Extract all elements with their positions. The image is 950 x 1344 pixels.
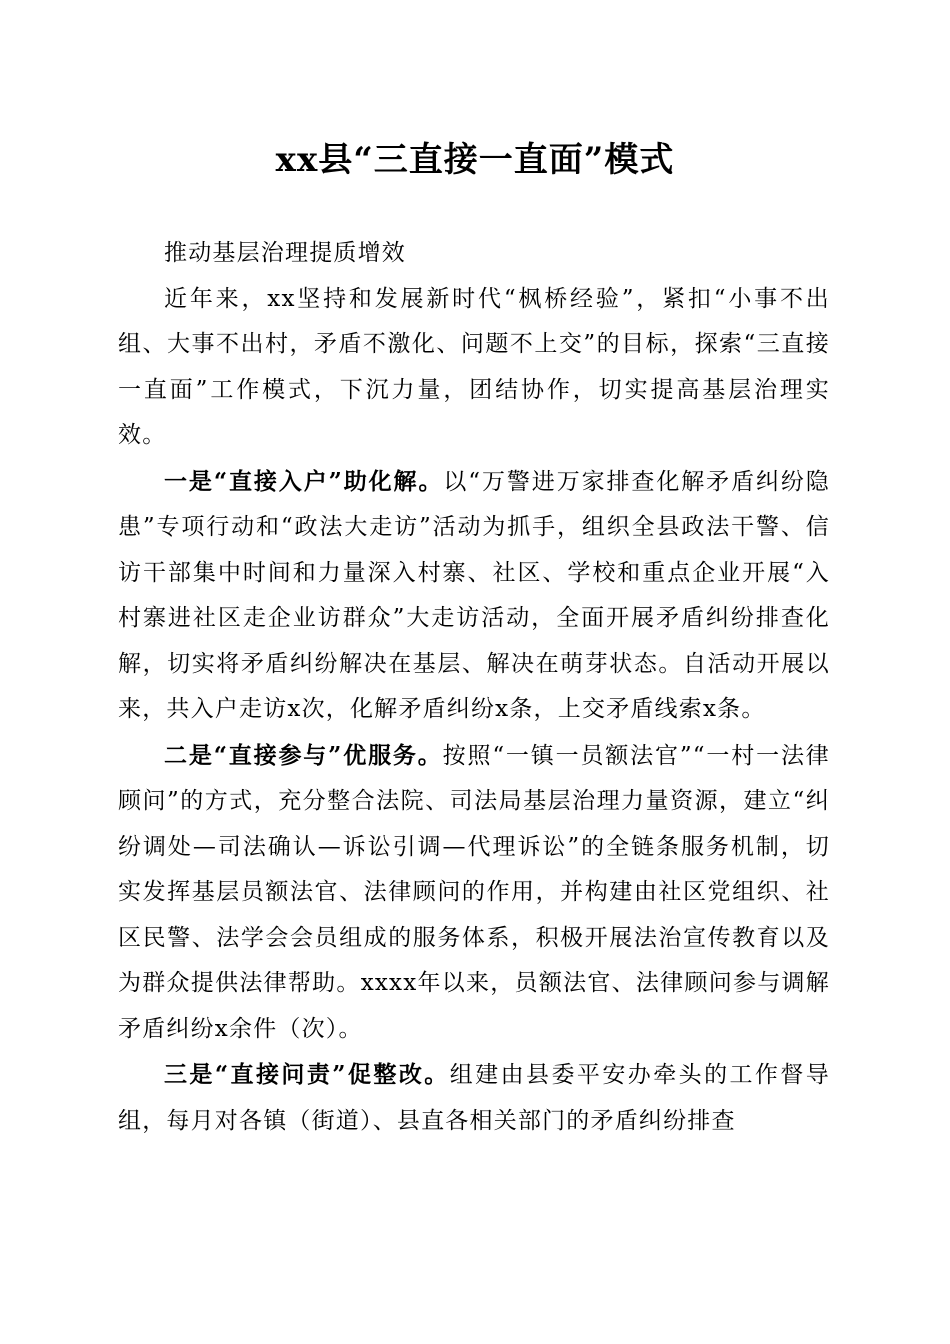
section-paragraph-1 <box>118 459 830 733</box>
section-text-3: 组建由县委平安办牵头的工作督导组，每月对各镇（街道）、县直各相关部门的矛盾纠纷排查 <box>118 1062 831 1134</box>
subtitle-paragraph: 推动基层治理提质增效 <box>164 240 406 266</box>
document-body <box>118 231 830 1144</box>
section-text-2: 按照“一镇一员额法官”“一村一法律顾问”的方式，充分整合法院、司法局基层治理力量资源，建立“纠纷调处—司法确认—诉讼引调—代理诉讼”的全链条服务机制，切实发挥基层员额法官、法律顾问的作用，并构建由社区党组织、社区民警、法学会会员组成的服务体系，积极开展法治宣传教育以及为群众提供法律帮助。xxxx年以来，员额法官、法律顾问参与调解矛盾纠纷x余件（次）。 <box>118 742 830 1042</box>
section-lead-2: 二是“直接参与”优服务。 <box>164 741 443 769</box>
section-paragraph-3 <box>118 1052 830 1144</box>
document-title: xx县“三直接一直面”模式 <box>275 140 675 180</box>
section-text-1: 以“万警进万家排查化解矛盾纠纷隐患”专项行动和“政法大走访”活动为抓手，组织全县政法干警、信访干部集中时间和力量深入村寨、社区、学校和重点企业开展“入村寨进社区走企业访群众”大走访活动，全面开展矛盾纠纷排查化解，切实将矛盾纠纷解决在基层、解决在萌芽状态。自活动开展以来，共入户走访x次，化解矛盾纠纷x条，上交矛盾线索x条。 <box>118 468 830 722</box>
section-lead-3: 三是“直接问责”促整改。 <box>164 1061 450 1088</box>
section-paragraph-2 <box>118 733 830 1053</box>
section-lead-1: 一是“直接入户”助化解。 <box>164 467 444 495</box>
intro-paragraph: 近年来，xx坚持和发展新时代“枫桥经验”，紧扣“小事不出组、大事不出村，矛盾不激化、问题不上交”的目标，探索“三直接一直面”工作模式，下沉力量，团结协作，切实提高基层治理实效。 <box>118 285 830 448</box>
